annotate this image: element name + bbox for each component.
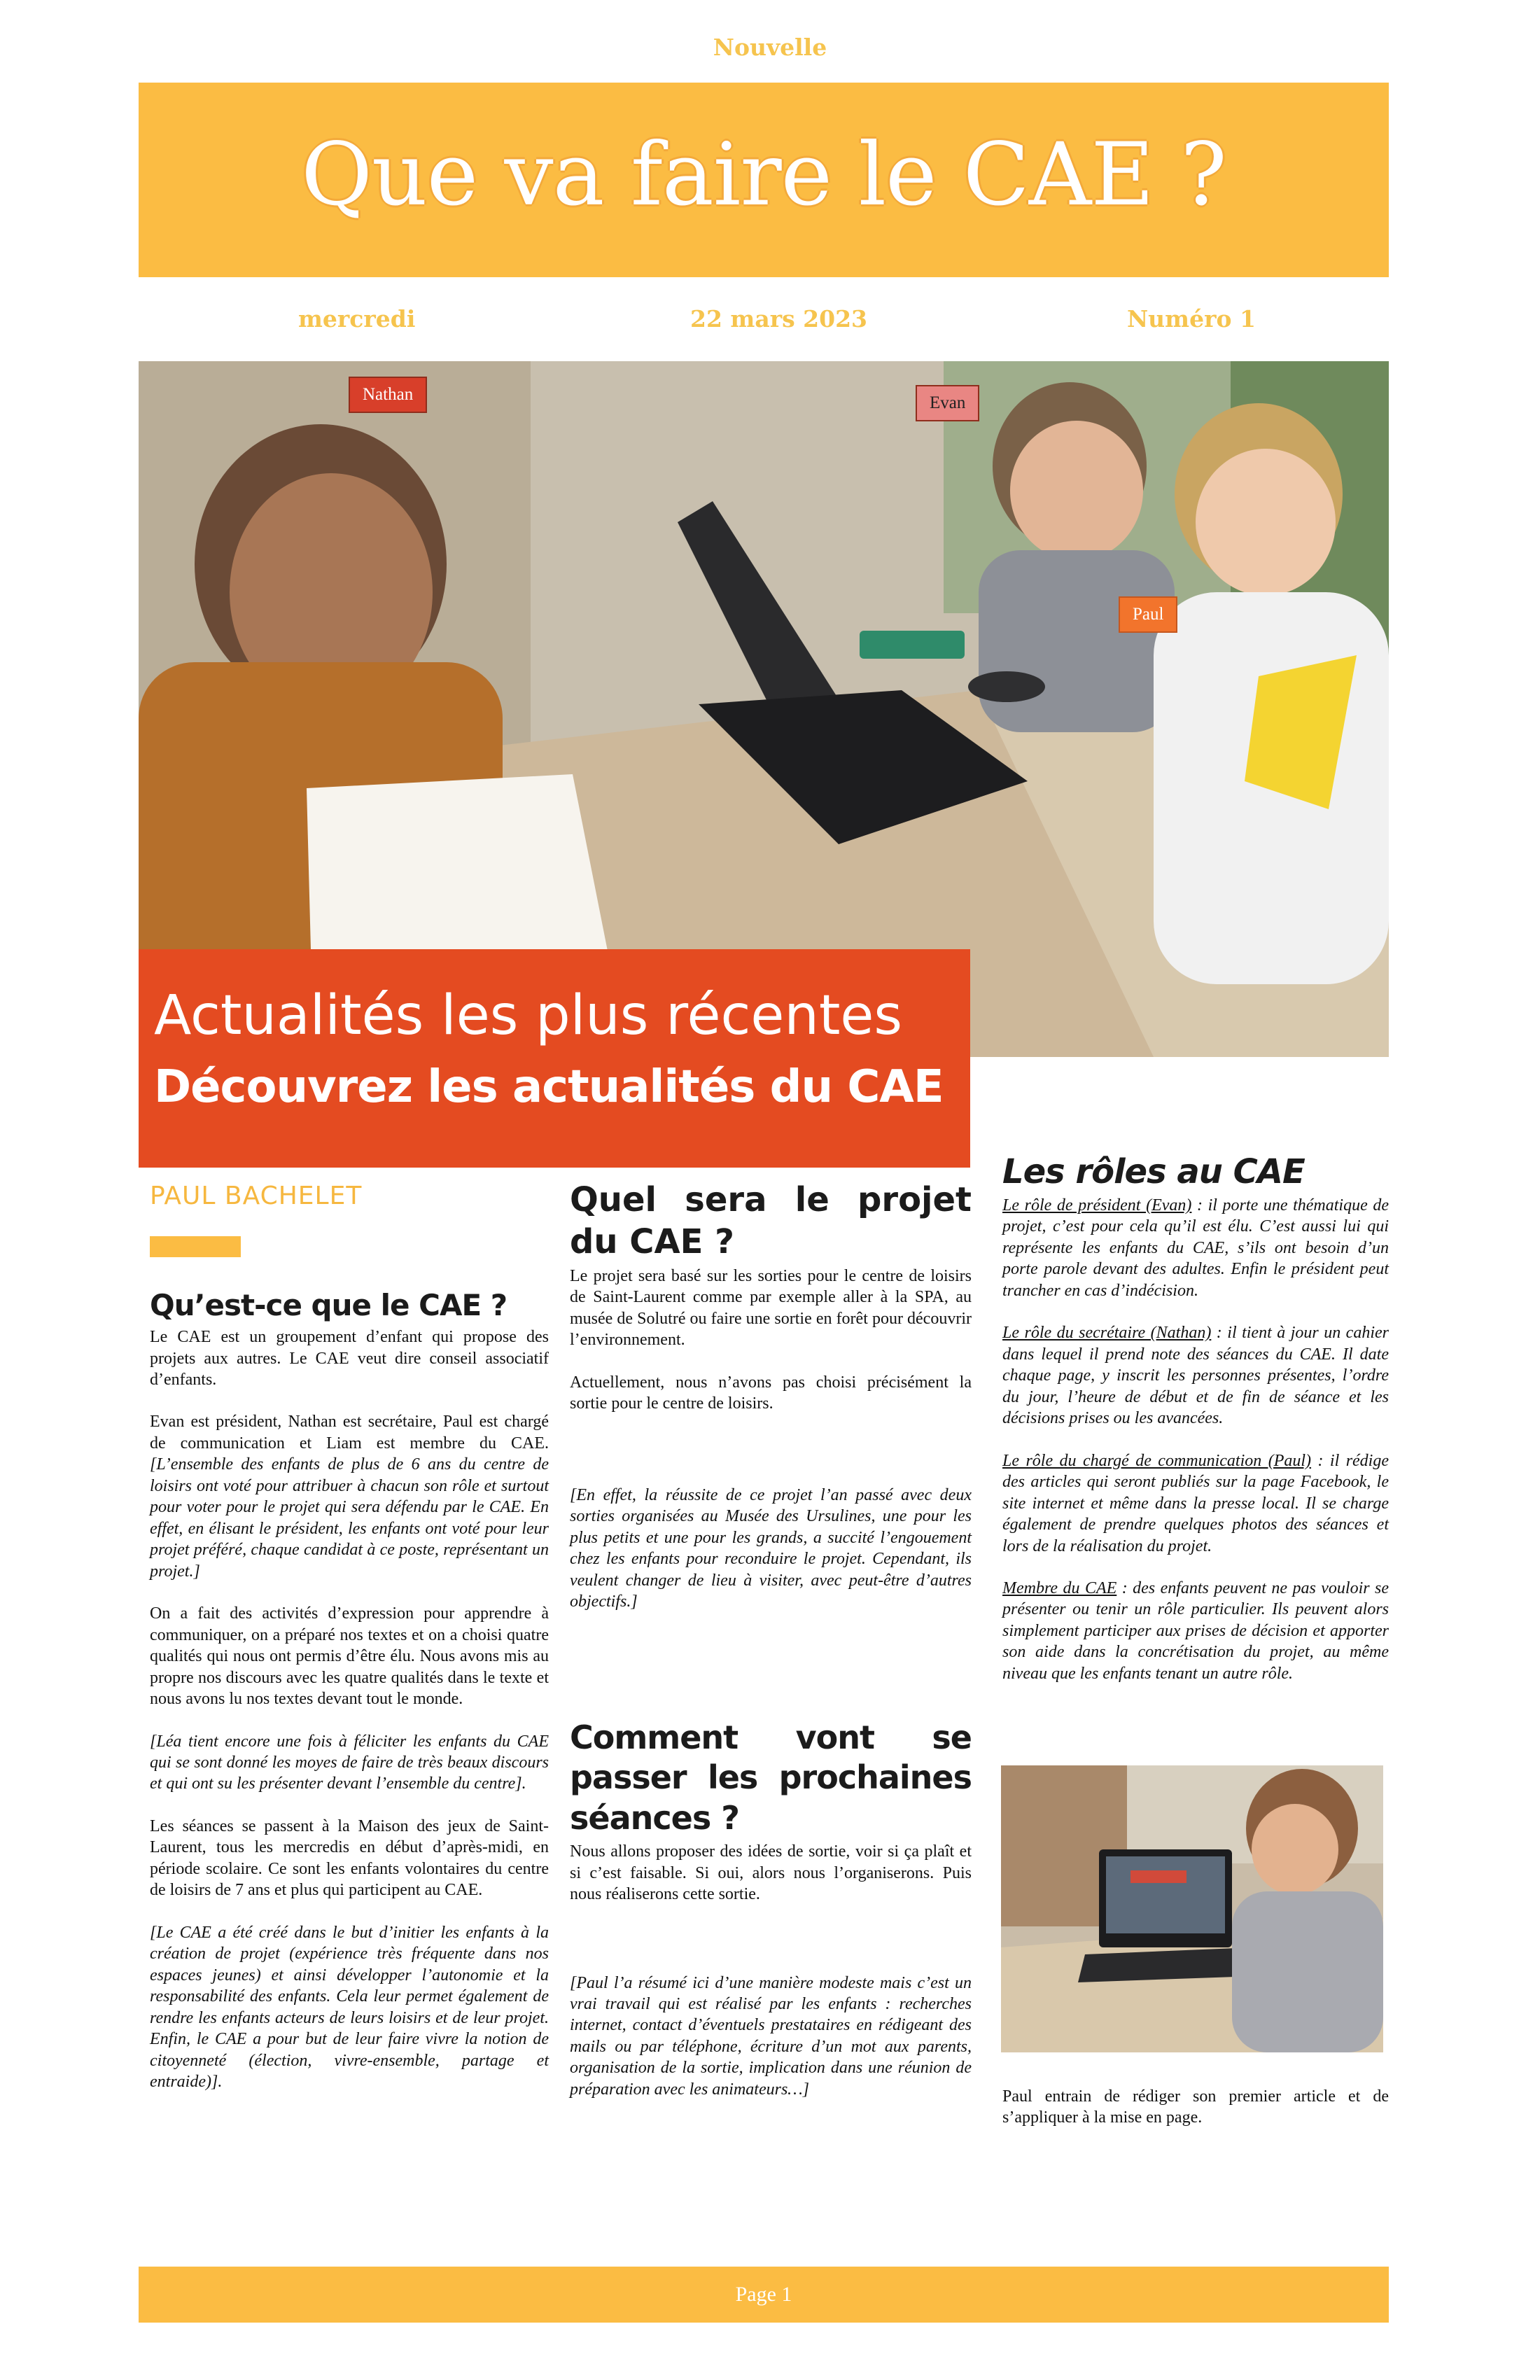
secondary-photo: [1001, 1765, 1383, 2052]
heading-roles: Les rôles au CAE: [1002, 1152, 1305, 1191]
photo-label-paul: Paul: [1119, 596, 1177, 633]
column-3: [1002, 1151, 1389, 1701]
role-communication-label: Le rôle du chargé de communication (Paul): [1002, 1451, 1312, 1470]
column-2: [570, 1179, 972, 2121]
col2-paragraph-5: [Paul l’a résumé ici d’une manière modeste mais c’est un vrai travail qui est réalisé par les enfants : recherches internet, contact d’éventuels prestataires en rédigeant des mails ou par téléphone, écriture d’un mot aux parents, organisation de la sortie, implication dans une réunion de préparation avec les animateurs…]: [570, 1973, 972, 2099]
dateline-issue: Numéro 1: [1127, 305, 1256, 332]
role-member-label: Membre du CAE: [1002, 1578, 1117, 1597]
role-communication-text: : il rédige des articles qui seront publiés sur la page Facebook, le site internet et même dans la presse local. Il se charge également de prendre quelques photos des séances et lors de la réalisation du projet.: [1002, 1451, 1390, 1555]
photo-label-nathan: Nathan: [349, 377, 427, 413]
newsletter-title: Que va faire le CAE ?: [301, 125, 1226, 225]
heading-next-sessions: Comment vont se passer les prochaines séances ?: [570, 1718, 972, 1837]
author-accent-bar: [150, 1236, 241, 1257]
role-secretary: [1002, 1322, 1389, 1429]
col2-paragraph-1: Le projet sera basé sur les sorties pour le centre de loisirs de Saint-Laurent comme par exemple aller à la SPA, au musée de Solutré ou faire une sortie en forêt pour découvrir l’environnement.: [570, 1267, 972, 1350]
role-secretary-label: Le rôle du secrétaire (Nathan): [1002, 1324, 1212, 1343]
feature-subtitle: Découvrez les actualités du CAE: [154, 1061, 944, 1113]
col1-paragraph-4: [Léa tient encore une fois à féliciter les enfants du CAE qui se sont donné les moyes de faire de très beaux discours et qui ont su les présenter devant l’ensemble du centre].: [150, 1732, 549, 1793]
photo-label-evan: Evan: [916, 385, 979, 421]
column-1: [150, 1180, 549, 2114]
col1-paragraph-2-text: Evan est président, Nathan est secrétaire, Paul est chargé de communication et Liam est membre du CAE.: [150, 1413, 549, 1452]
heading-project: Quel sera le projet du CAE ?: [570, 1180, 972, 1261]
col1-paragraph-5: Les séances se passent à la Maison des jeux de Saint-Laurent, tous les mercredis en début d’après-midi, en période scolaire. Ce sont les enfants volontaires du centre de loisirs de 7 ans et plus qui participent au CAE.: [150, 1816, 549, 1900]
col1-paragraph-2: [150, 1411, 549, 1582]
role-secretary-text: : il tient à jour un cahier dans lequel il prend note des séances du CAE. Il date chaque page, y inscrit les personnes présentes, l’ordre du jour, l’heure de début et de fin de séance et les décisions prises ou les avancées.: [1002, 1324, 1389, 1428]
feature-title: Actualités les plus récentes: [154, 984, 903, 1047]
role-president-text: : il porte une thématique de projet, c’est pour cela qu’il est élu. C’est aussi lui qui représente les enfants du CAE, s’ils ont besoin d’un porte parole devant des adultes. Enfin le président peut trancher en cas d’indécision.: [1002, 1196, 1389, 1300]
title-banner: [139, 83, 1389, 277]
col2-paragraph-2: Actuellement, nous n’avons pas choisi précisément la sortie pour le centre de loisirs.: [570, 1373, 972, 1413]
col1-paragraph-1: Le CAE est un groupement d’enfant qui propose des projets aux autres. Le CAE veut dire conseil associatif d’enfants.: [150, 1328, 549, 1389]
role-member-text: : des enfants peuvent ne pas vouloir se présenter ou tenir un rôle particulier. Ils peuvent alors simplement participer aux prises de décision et apporter son aide dans la concrétisation du projet, au même niveau que les enfants tenant un autre rôle.: [1002, 1578, 1390, 1683]
dateline-date: 22 mars 2023: [690, 305, 868, 332]
col1-paragraph-3: On a fait des activités d’expression pour apprendre à communiquer, on a préparé nos textes et on a choisi quatre qualités qui nous ont permis d’être élu. Nous avons mis au propre nos discours avec les quatre qualités dans le texte et nous avons lu nos textes devant tout le monde.: [150, 1604, 549, 1709]
secondary-photo-illustration: [1001, 1765, 1383, 2052]
col1-paragraph-2-italic: [L’ensemble des enfants de plus de 6 ans du centre de loisirs ont voté pour attribuer à chacun son rôle et surtout pour voter pour le projet qui sera défendu par le CAE. En effet, en élisant le président, les enfants ont voté pour leur projet préféré, chaque candidat à ce poste, représentant un projet.]: [150, 1455, 549, 1581]
role-member: [1002, 1578, 1389, 1684]
photo-caption: Paul entrain de rédiger son premier article et de s’appliquer à la mise en page.: [1002, 2087, 1389, 2127]
dateline-day: mercredi: [298, 305, 416, 332]
role-communication: [1002, 1450, 1389, 1557]
heading-what-is-cae: Qu’est-ce que le CAE ?: [150, 1287, 507, 1322]
author-name: PAUL BACHELET: [150, 1182, 363, 1210]
col2-paragraph-3: [En effet, la réussite de ce projet l’an passé avec deux sorties organisées au Musée des Ursulines, une pour les plus petits et une pour les grands, a succité l’engouement chez les enfants pour reconduire le projet. Cependant, ils veulent changer de lieu à visiter, avec peut-être d’autres objectifs.]: [570, 1485, 972, 1611]
feature-box: [139, 949, 970, 1168]
role-president: [1002, 1195, 1389, 1301]
role-president-label: Le rôle de président (Evan): [1002, 1196, 1192, 1214]
section-kicker: Nouvelle: [713, 34, 827, 61]
page-footer: Page 1: [139, 2267, 1389, 2323]
col1-paragraph-6: [Le CAE a été créé dans le but d’initier les enfants à la création de projet (expérience très fréquente dans nos espaces jeunes) et ainsi développer l’autonomie et la responsabilité des enfants. Cela leur permet également de rendre les enfants acteurs de leurs loisirs et de leur projet. Enfin, le CAE a pour but de leur faire vivre la notion de citoyenneté (élection, vivre-ensemble, partage et entraide)].: [150, 1923, 549, 2092]
col2-paragraph-4: Nous allons proposer des idées de sortie, voir si ça plaît et si c’est faisable. Si oui, alors nous l’organiserons. Puis nous réaliserons cette sortie.: [570, 1842, 972, 1904]
